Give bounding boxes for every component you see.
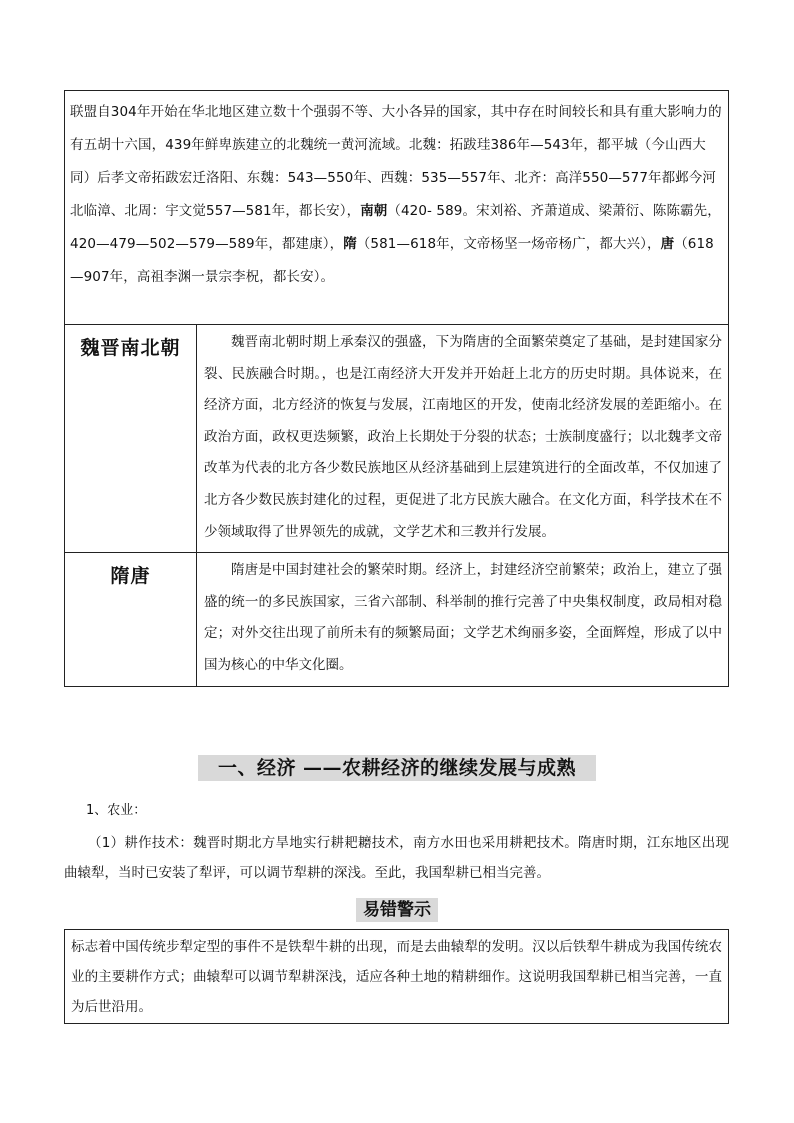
warning-box: 标志着中国传统步犁定型的事件不是铁犁牛耕的出现，而是去曲辕犁的发明。汉以后铁犁牛耕成为我国传统农业的主要耕作方式；曲辕犁可以调节犁耕深浅，适应各种土地的精耕细作。这说明我国犁耕已相当完善，一直为后世沿用。 xyxy=(64,929,729,1024)
farming-technique-paragraph: （1）耕作技术：魏晋时期北方旱地实行耕耙耱技术，南方水田也采用耕耙技术。隋唐时期，江东地区出现曲辕犁，当时已安装了犁评，可以调节犁耕的深浅。至此，我国犁耕已相当完善。 xyxy=(64,835,729,881)
intro-text-2: （420- 589。宋刘裕、齐萧道成、梁萧衍、陈陈霸先，420—479—502—579—589年，都建康）， xyxy=(70,203,721,252)
section-heading: 一、经济 ——农耕经济的继续发展与成熟 xyxy=(198,755,596,781)
period-description-cell: 隋唐是中国封建社会的繁荣时期。经济上，封建经济空前繁荣；政治上，建立了强盛的统一的多民族国家，三省六部制、科举制的推行完善了中央集权制度，政局相对稳定；对外交往出现了前所未有的频繁局面；文学艺术绚丽多姿，全面辉煌，形成了以中国为核心的中华文化圈。 xyxy=(197,553,729,687)
sub-item-agriculture: 1、农业： xyxy=(86,803,147,818)
period-name-cell: 魏晋南北朝 xyxy=(65,325,197,553)
table-row xyxy=(65,553,729,687)
intro-text-4: （618—907年，高祖李渊一景宗李柷，都长安）。 xyxy=(70,236,714,285)
period-name-cell: 隋唐 xyxy=(65,553,197,687)
table-row xyxy=(65,325,729,553)
label-tang: 唐 xyxy=(660,236,675,252)
warning-title: 易错警示 xyxy=(356,898,438,922)
intro-text-1: 联盟自304年开始在华北地区建立数十个强弱不等、大小各异的国家，其中存在时间较长和具有重大影响力的有五胡十六国，439年鲜卑族建立的北魏统一黄河流域。北魏：拓跋珪386年—543年，都平城（今山西大同）后孝文帝拓跋宏迁洛阳、东魏：543—550年、西魏：535—557年、北齐：高洋550—577年都邺今河北临漳、北周：宇文觉557—581年，都长安）， xyxy=(70,104,722,219)
label-sui: 隋 xyxy=(343,236,357,252)
periods-table xyxy=(64,324,729,687)
intro-text-box xyxy=(64,90,729,324)
label-nanchao: 南朝 xyxy=(360,203,388,219)
intro-text-3: （581—618年，文帝杨坚一炀帝杨广，都大兴）， xyxy=(356,236,661,252)
period-description-cell: 魏晋南北朝时期上承秦汉的强盛，下为隋唐的全面繁荣奠定了基础，是封建国家分裂、民族融合时期。，也是江南经济大开发并开始赶上北方的历史时期。具体说来，在经济方面，北方经济的恢复与发展，江南地区的开发，使南北经济发展的差距缩小。在政治方面，政权更迭频繁，政治上长期处于分裂的状态；士族制度盛行；以北魏孝文帝改革为代表的北方各少数民族地区从经济基础到上层建筑进行的全面改革，不仅加速了北方各少数民族封建化的过程，更促进了北方民族大融合。在文化方面，科学技术在不少领域取得了世界领先的成就，文学艺术和三教并行发展。 xyxy=(197,325,729,553)
